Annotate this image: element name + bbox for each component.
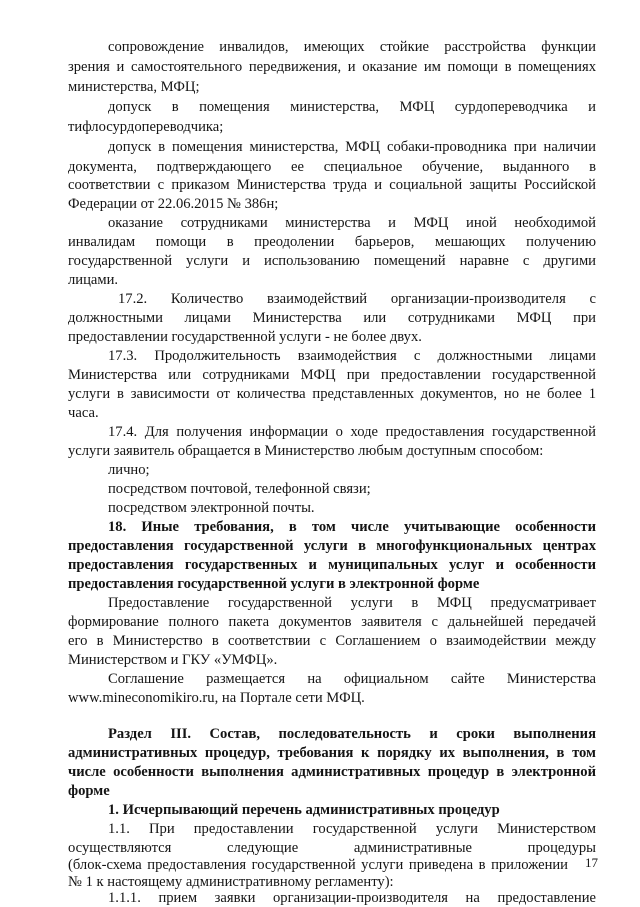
- text-line: допуск в помещения министерства, МФЦ сурдопереводчика и: [108, 99, 596, 115]
- text-line: 1.1.1. прием заявки организации-производителя на предоставление: [108, 890, 596, 906]
- text-line: 17.3. Продолжительность взаимодействия с должностными лицами: [108, 348, 596, 364]
- text-line: (блок-схема предоставления государственной услуги приведена в приложении: [68, 857, 568, 873]
- page-number: 17: [585, 855, 598, 870]
- text-line: посредством электронной почты.: [108, 500, 315, 516]
- text-line: формирование полного пакета документов заявителя с дальнейшей передачей: [68, 614, 596, 630]
- section-heading: числе особенности выполнения административных процедур в электронной: [68, 764, 596, 780]
- text-line: документа, подтверждающего ее специальное обучение, выданного в: [68, 159, 596, 175]
- text-line: 1.1. При предоставлении государственной услуги Министерством: [108, 821, 596, 837]
- text-line: государственной услуги и использованию помещений наравне с другими: [68, 253, 596, 269]
- text-line: предоставлении государственной услуги - не более двух.: [68, 329, 422, 345]
- text-line: Предоставление государственной услуги в МФЦ предусматривает: [108, 595, 596, 611]
- text-line: соответствии с приказом Министерства труда и социальной защиты Российской: [68, 177, 596, 193]
- text-line: 17.2. Количество взаимодействий организации-производителя с: [118, 291, 596, 307]
- text-line: Министерством и ГКУ «УМФЦ».: [68, 652, 278, 668]
- section-heading: предоставления государственных и муниципальных услуг и особенности: [68, 557, 596, 573]
- text-line: допуск в помещения министерства, МФЦ собаки-проводника при наличии: [108, 139, 596, 155]
- text-line: лично;: [108, 462, 150, 478]
- text-line: Федерации от 22.06.2015 № 386н;: [68, 196, 279, 212]
- text-line: № 1 к настоящему административному регламенту):: [68, 874, 394, 890]
- section-heading: предоставления государственной услуги в электронной форме: [68, 576, 480, 592]
- text-line: тифлосурдопереводчика;: [68, 119, 224, 135]
- section-heading: 18. Иные требования, в том числе учитывающие особенности: [108, 519, 596, 535]
- text-line: лицами.: [68, 272, 119, 288]
- section-heading: Раздел III. Состав, последовательность и сроки выполнения: [108, 726, 596, 742]
- section-heading: предоставления государственной услуги в многофункциональных центрах: [68, 538, 596, 554]
- text-line: зрения и самостоятельного передвижения, и оказание им помощи в помещениях: [68, 59, 596, 75]
- text-line: услуги в зависимости от количества представленных документов, но не более 1: [68, 386, 596, 402]
- text-line: Соглашение размещается на официальном сайте Министерства: [108, 671, 596, 687]
- text-line: осуществляются следующие административные процедуры: [68, 840, 596, 856]
- text-line: www.mineconomikiro.ru, на Портале сети МФЦ.: [68, 690, 365, 706]
- text-line: часа.: [68, 405, 99, 421]
- text-line: посредством почтовой, телефонной связи;: [108, 481, 371, 497]
- section-heading: форме: [68, 783, 110, 799]
- text-line: сопровождение инвалидов, имеющих стойкие расстройства функции: [108, 39, 596, 55]
- text-line: должностными лицами Министерства или сотрудниками МФЦ при: [68, 310, 596, 326]
- text-line: оказание сотрудниками министерства и МФЦ иной необходимой: [108, 215, 596, 231]
- subsection-heading: 1. Исчерпывающий перечень административных процедур: [108, 802, 500, 818]
- text-line: его в Министерство в соответствии с Соглашением о взаимодействии между: [68, 633, 596, 649]
- text-line: Министерства или сотрудниками МФЦ при предоставлении государственной: [68, 367, 596, 383]
- text-line: 17.4. Для получения информации о ходе предоставления государственной: [108, 424, 596, 440]
- text-line: инвалидам помощи в преодолении барьеров, мешающих получению: [68, 234, 596, 250]
- text-line: услуги заявитель обращается в Министерство любым доступным способом:: [68, 443, 544, 459]
- section-heading: административных процедур, требования к порядку их выполнения, в том: [68, 745, 596, 761]
- text-line: министерства, МФЦ;: [68, 79, 200, 95]
